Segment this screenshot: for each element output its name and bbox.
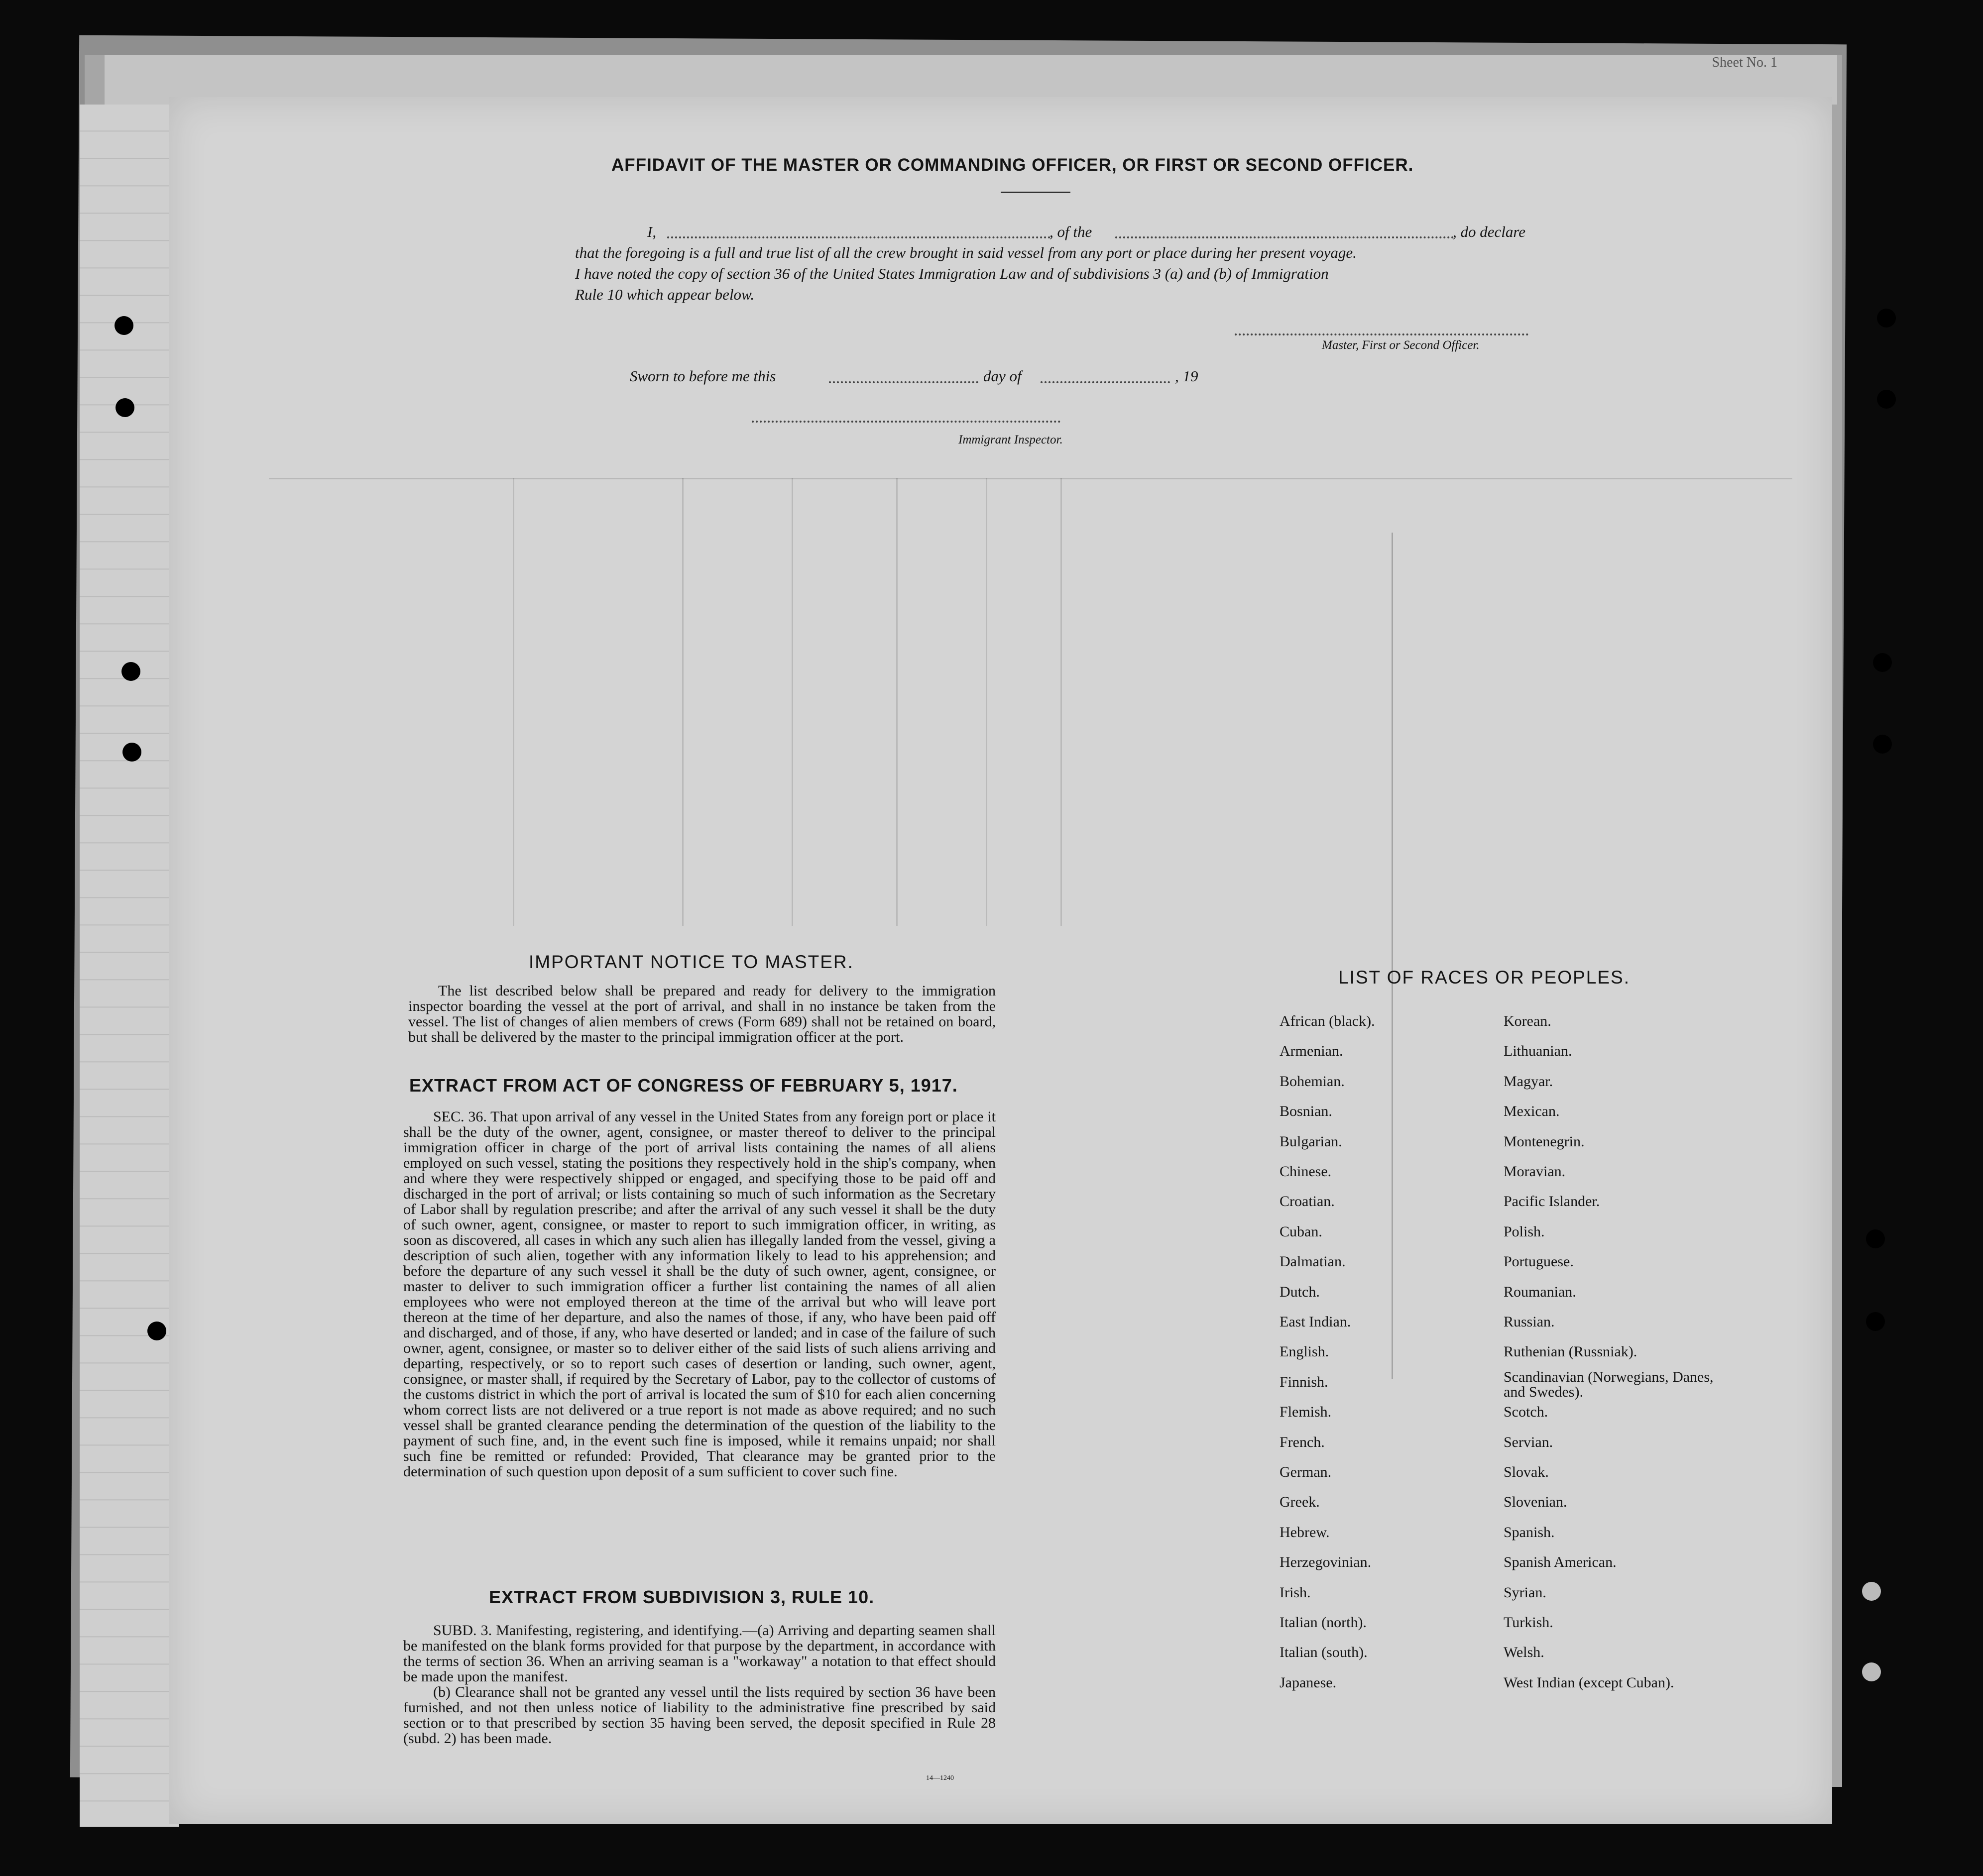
notice-title: IMPORTANT NOTICE TO MASTER. bbox=[529, 952, 854, 972]
race-item: West Indian (except Cuban). bbox=[1504, 1674, 1674, 1691]
bleed-through-rule bbox=[1060, 478, 1062, 926]
race-item: Dutch. bbox=[1280, 1283, 1320, 1300]
notice-paragraph: The list described below shall be prepared and ready for delivery to the immigration inspector boarding the vessel at the port of arrival, and shall in no instance be taken from the vessel. The list of changes of alien members of crews (Form 689) shall not be retained on board, but shall be delivered by the master to the principal immigration officer at the port. bbox=[408, 983, 996, 1045]
race-item: English. bbox=[1280, 1343, 1329, 1360]
race-item: Roumanian. bbox=[1504, 1283, 1576, 1300]
form-number: 14—1240 bbox=[926, 1774, 954, 1782]
vessel-blank bbox=[1115, 236, 1454, 238]
extract-rule-title: EXTRACT FROM SUBDIVISION 3, RULE 10. bbox=[489, 1587, 875, 1607]
bleed-through-rule bbox=[513, 478, 514, 926]
punch-hole bbox=[1866, 1312, 1885, 1331]
race-item: Irish. bbox=[1280, 1584, 1311, 1601]
master-caption: Master, First or Second Officer. bbox=[1322, 338, 1480, 352]
race-item: African (black). bbox=[1280, 1013, 1375, 1029]
section-36-paragraph: SEC. 36. That upon arrival of any vessel in the United States from any foreign port or place it shall be the duty of the owner, agent, consignee, or master thereof to deliver to the principal immigration officer in charge of the port of arrival lists containing the names of all aliens employed on such vessel, stating the positions they respectively hold in the ship's company, when and where they were respectively shipped or engaged, and specifying those to be paid off and discharged in the port of arrival; or lists containing so much of such information as the Secretary of Labor shall by regulation prescribe; and after the arrival of any such vessel it shall be the duty of such owner, agent, consignee, or master to report to such immigration officer, in writing, as soon as discovered, all cases in which any such alien has illegally landed from the vessel, giving a description of such alien, together with any information likely to lead to his apprehension; and before the departure of any such vessel it shall be the duty of such owner, agent, consignee, or master to deliver to such immigration officer a further list containing the names of all alien employees who were not employed thereon at the time of the arrival but who will leave port thereon at the time of her departure, and also the names of those, if any, who have been paid off and discharged, and of those, if any, who have deserted or landed; and in case of the failure of such owner, agent, consignee, or master so to deliver either of the said lists of such aliens arriving and departing, respectively, or so to report such cases of desertion or landing, such owner, agent, consignee, or master shall, if required by the Secretary of Labor, pay to the collector of customs of the customs district in which the port of arrival is located the sum of $10 for each alien concerning whom correct lists are not delivered or a true report is not made as above required; and no such vessel shall be granted clearance pending the determination of the question of the liability to the payment of such fine, and, in the event such fine is imposed, while it remains unpaid; nor shall such fine be remitted or refunded: Provided, That clearance may be granted prior to the determination of such question upon deposit of a sum sufficient to cover such fine. bbox=[403, 1108, 996, 1480]
race-item: East Indian. bbox=[1280, 1314, 1351, 1330]
race-item: Slovak. bbox=[1504, 1464, 1549, 1480]
notice-text bbox=[408, 983, 996, 1045]
race-item: Croatian. bbox=[1280, 1193, 1335, 1210]
race-item: Servian. bbox=[1504, 1434, 1553, 1450]
year-text: , 19 bbox=[1175, 367, 1198, 385]
race-item: Turkish. bbox=[1504, 1614, 1553, 1631]
punch-hole bbox=[1866, 1229, 1885, 1248]
punch-hole bbox=[121, 662, 140, 681]
race-item: Greek. bbox=[1280, 1494, 1320, 1511]
race-item: Spanish. bbox=[1504, 1524, 1555, 1541]
race-item: Flemish. bbox=[1280, 1404, 1332, 1421]
race-item: Bohemian. bbox=[1280, 1073, 1345, 1090]
sworn-day-blank bbox=[829, 381, 978, 383]
sheet-number-label: Sheet No. 1 bbox=[1712, 55, 1777, 70]
title-underline bbox=[1001, 192, 1070, 193]
race-item: Montenegrin. bbox=[1504, 1133, 1585, 1150]
punch-hole bbox=[147, 1322, 166, 1340]
race-item: Finnish. bbox=[1280, 1373, 1328, 1390]
race-item: Magyar. bbox=[1504, 1073, 1553, 1090]
race-item: Dalmatian. bbox=[1280, 1253, 1346, 1270]
race-item: Portuguese. bbox=[1504, 1253, 1574, 1270]
race-item: Lithuanian. bbox=[1504, 1043, 1572, 1060]
affidavit-of-the: , of the bbox=[1050, 223, 1092, 240]
race-item: Welsh. bbox=[1504, 1644, 1544, 1661]
race-item: Pacific Islander. bbox=[1504, 1193, 1600, 1210]
race-item: Polish. bbox=[1504, 1223, 1545, 1240]
punch-hole bbox=[116, 398, 134, 417]
extract-act-title: EXTRACT FROM ACT OF CONGRESS OF FEBRUARY 5, 1917. bbox=[409, 1075, 958, 1096]
punch-hole bbox=[1877, 309, 1896, 328]
subdivision-b-paragraph: (b) Clearance shall not be granted any vessel until the lists required by section 36 have been furnished, and not then unless notice of liability to the administrative fine prescribed by said section or to that prescribed by section 35 having been served, the deposit specified in Rule 28 (subd. 2) has been made. bbox=[403, 1684, 996, 1747]
punch-hole bbox=[122, 743, 141, 762]
inspector-caption: Immigrant Inspector. bbox=[958, 433, 1063, 446]
affidavit-line-4: Rule 10 which appear below. bbox=[575, 286, 755, 303]
race-item: Ruthenian (Russniak). bbox=[1504, 1343, 1637, 1360]
affidavit-i: I, bbox=[647, 223, 657, 240]
punch-hole bbox=[115, 316, 133, 335]
races-title: LIST OF RACES OR PEOPLES. bbox=[1338, 967, 1630, 988]
name-blank bbox=[667, 236, 1050, 238]
race-item: Armenian. bbox=[1280, 1043, 1343, 1060]
race-item: German. bbox=[1280, 1464, 1332, 1480]
affidavit-line-3: I have noted the copy of section 36 of the United States Immigration Law and of subdivisions 3 (a) and (b) of Immigration bbox=[575, 265, 1329, 282]
day-of-text: day of bbox=[983, 367, 1022, 385]
subdivision-a-paragraph: SUBD. 3. Manifesting, registering, and identifying.—(a) Arriving and departing seamen shall be manifested on the blank forms provided for that purpose by the department, in accordance with the terms of section 36. When an arriving seaman is a "workaway" a notation to that effect should be made upon the manifest. bbox=[403, 1622, 996, 1685]
extract-rule-text bbox=[403, 1623, 996, 1746]
sworn-month-blank bbox=[1041, 381, 1170, 383]
affidavit-title: AFFIDAVIT OF THE MASTER OR COMMANDING OFFICER, OR FIRST OR SECOND OFFICER. bbox=[611, 155, 1414, 175]
affidavit-line-2: that the foregoing is a full and true list of all the crew brought in said vessel from any port or place during her present voyage. bbox=[575, 244, 1357, 261]
race-item: Bulgarian. bbox=[1280, 1133, 1342, 1150]
race-item: Japanese. bbox=[1280, 1674, 1337, 1691]
inspector-signature-blank bbox=[752, 421, 1060, 423]
bleed-through-rule bbox=[792, 478, 793, 926]
race-item: Bosnian. bbox=[1280, 1103, 1332, 1120]
punch-hole bbox=[1873, 653, 1892, 672]
race-item: Cuban. bbox=[1280, 1223, 1322, 1240]
punch-hole bbox=[1862, 1582, 1881, 1601]
bleed-through-rule bbox=[269, 478, 1792, 479]
bleed-through-rule bbox=[986, 478, 987, 926]
race-item: French. bbox=[1280, 1434, 1325, 1450]
extract-act-text bbox=[403, 1109, 996, 1479]
master-signature-blank bbox=[1235, 333, 1528, 335]
race-item: Korean. bbox=[1504, 1013, 1551, 1029]
sworn-text: Sworn to before me this bbox=[630, 367, 776, 385]
race-item: Hebrew. bbox=[1280, 1524, 1330, 1541]
bleed-through-rule bbox=[896, 478, 898, 926]
race-item: Chinese. bbox=[1280, 1163, 1332, 1180]
race-item: Scotch. bbox=[1504, 1404, 1548, 1421]
affidavit-declare: , do declare bbox=[1453, 223, 1526, 240]
bleed-through-rule bbox=[682, 478, 684, 926]
bleed-through-rule bbox=[1392, 533, 1393, 1379]
punch-hole bbox=[1877, 390, 1896, 409]
punch-hole bbox=[1873, 735, 1892, 754]
race-item: Mexican. bbox=[1504, 1103, 1560, 1120]
race-item: Spanish American. bbox=[1504, 1554, 1617, 1571]
race-item: Herzegovinian. bbox=[1280, 1554, 1372, 1571]
race-item: Italian (south). bbox=[1280, 1644, 1368, 1661]
race-item: Slovenian. bbox=[1504, 1494, 1567, 1511]
ledger-page-edge bbox=[80, 105, 179, 1827]
race-item: Italian (north). bbox=[1280, 1614, 1367, 1631]
race-item: Moravian. bbox=[1504, 1163, 1566, 1180]
race-item: Syrian. bbox=[1504, 1584, 1546, 1601]
punch-hole bbox=[1862, 1662, 1881, 1681]
race-item: Russian. bbox=[1504, 1314, 1555, 1330]
race-item: Scandinavian (Norwegians, Danes, and Swedes). bbox=[1504, 1368, 1714, 1400]
